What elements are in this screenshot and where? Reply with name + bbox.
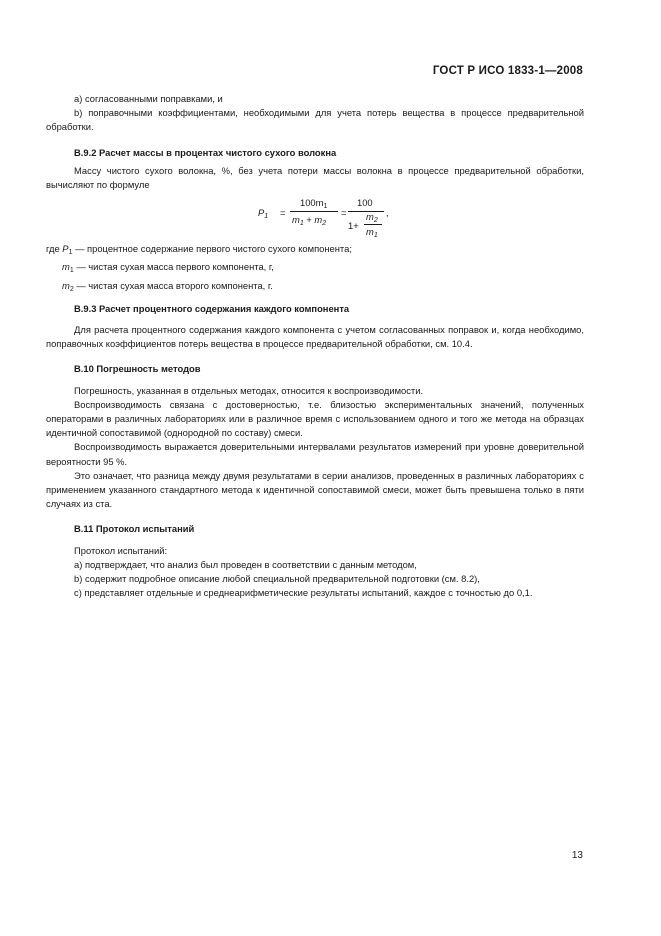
list-item-a: а) согласованными поправками, и xyxy=(74,93,223,104)
document-header: ГОСТ Р ИСО 1833-1—2008 xyxy=(432,65,583,77)
list-item-b: b) поправочными коэффициентами, необходимыми для учета потерь вещества в процессе предварительной обработки. xyxy=(46,107,584,133)
section-b10-p1: Погрешность, указанная в отдельных методах, относится к воспроизводимости. xyxy=(74,384,424,396)
where-item-p1: где $P_1$ — процентное содержание первого чистого сухого компонента; xyxy=(46,243,352,257)
formula xyxy=(46,194,584,238)
list-item: c) представляет отдельные и среднеарифметические результаты испытаний, каждое с точностью до 0,1. xyxy=(74,587,533,599)
where-block xyxy=(46,242,584,297)
formula-comma: , xyxy=(386,207,389,219)
section-title-b92: В.9.2 Расчет массы в процентах чистого сухого волокна xyxy=(74,146,337,158)
section-b92-text: Массу чистого сухого волокна, %, без учета потери массы волокна в процессе предварительной обработки, вычисляют по формуле xyxy=(46,164,584,191)
formula-equals: = xyxy=(280,207,286,219)
section-b93-text: Для расчета процентного содержания каждого компонента с учетом согласованных поправок и, когда необходимо, поправочных коэффициентов потерь вещества в процессе предварительной обработки, см. 10.4. xyxy=(46,324,584,350)
formula-inner-denominator: $m_1$ xyxy=(366,226,378,240)
formula-numerator-2: 100 xyxy=(357,197,373,209)
formula-equals-2: = xyxy=(341,207,347,219)
list-item: а) подтверждает, что анализ был проведен в соответствии с данным методом, xyxy=(74,558,417,570)
page-body xyxy=(46,92,584,600)
section-b10-p4: Это означает, что разница между двумя результатами в серии анализов, проведенных в различных лабораториях с применением указанного стандартного метода к идентичной сопоставимой смеси, может быть превышена только в пяти случаях из ста. xyxy=(46,469,584,510)
formula-numerator-1: $100m_1$ xyxy=(300,197,328,211)
page-number: 13 xyxy=(571,850,583,861)
fraction-bar-1 xyxy=(290,211,338,212)
section-title-b10: В.10 Погрешность методов xyxy=(74,363,201,375)
where-item-m2: $m_2$ — чистая сухая масса второго компонента, г. xyxy=(62,279,273,293)
formula-inner-numerator: $m_2$ xyxy=(366,211,378,225)
list-item: b) содержит подробное описание любой специальной предварительной подготовки (см. 8.2), xyxy=(74,573,480,585)
section-title-b93: В.9.3 Расчет процентного содержания каждого компонента xyxy=(74,302,350,314)
formula-denominator-1: $m_1 + m_2$ xyxy=(292,214,327,228)
section-b10-p2: Воспроизводимость связана с достоверностью, т.е. близостью экспериментальных значений, полученных операторами в различных лабораториях или в различное время с использованием одного и того же метода на образцах идентичной сопоставимой (однородной по составу) смеси. xyxy=(46,398,584,439)
formula-one-plus: 1+ xyxy=(348,220,359,232)
section-title-b11: В.11 Протокол испытаний xyxy=(74,523,195,535)
formula-lhs: $P_1$ xyxy=(258,207,269,221)
section-b10-p3: Воспроизводимость выражается доверительными интервалами результатов измерений при уровне доверительной вероятности 95 %. xyxy=(46,441,584,467)
where-item-m1: $m_1$ — чистая сухая масса первого компонента, г, xyxy=(62,261,274,275)
section-b11-lead: Протокол испытаний: xyxy=(74,544,168,556)
